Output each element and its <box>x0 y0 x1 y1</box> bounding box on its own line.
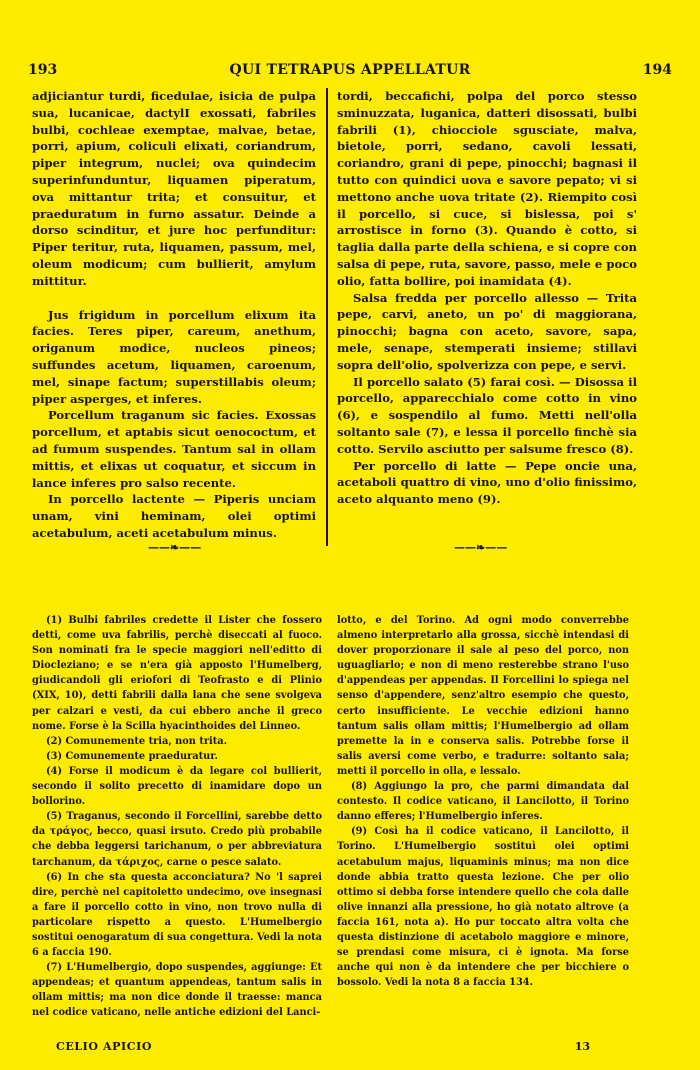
italian-text-column <box>337 88 637 508</box>
running-title: QUI TETRAPUS APPELLATUR <box>229 62 471 78</box>
latin-text-column <box>32 88 316 542</box>
latin-paragraph: adjiciantur turdi, ficedulae, isicia de pulpa sua, lucanicae, dactylI exossati, fabriles bulbi, cochleae exemptae, malvae, betae, porri, apium, coliculi elixati, coriandrum, piper integrum, nuclei; ova quindecim superinfunduntur, liquamen piperatum, ova mittantur trita; et consuitur, et praeduratum in furno assatur. Deinde a dorso scinditur, et jure hoc perfunditur: Piper teritur, ruta, liquamen, passum, mel, oleum modicum; cum bullierit, amylum mittitur. <box>32 89 316 288</box>
page-number-right: 194 <box>642 62 672 78</box>
running-header <box>28 62 672 84</box>
footnote: (9) Così ha il codice vaticano, il Lancilotto, il Torino. L'Humelbergio sostituì olei optimi acetabulum majus, liquaminis minus; ma non dice donde abbia tratto questa lezione. Che per olio ottimo si debba forse intendere quello che cola dalle olive innanzi alla pressione, ho già notato altrove (a faccia 161, nota a). Ho pur toccato altra volta che questa distinzione di acetabolo maggiore e minore, se prendasi come misura, ci è ignota. Ma forse anche qui non è da intendere che per bicchiere o bossolo. Vedi la nota 8 a faccia 134. <box>337 826 629 989</box>
footnote: (3) Comunemente praeduratur. <box>46 750 218 762</box>
page-number-left: 193 <box>28 62 58 78</box>
footnotes-left <box>32 613 322 1021</box>
footnote: (7) L'Humelbergio, dopo suspendes, aggiunge: Et appendeas; et quantum appendeas, tantum salis in ollam mittis; ma non dice donde il traesse: manca nel codice vaticano, nelle antiche edizioni del Lanci- <box>32 962 322 1019</box>
italian-paragraph: Salsa fredda per porcello allesso — Trita pepe, carvi, aneto, un po' di maggiorana, pinocchi; bagna con aceto, savore, sapa, mele, senape, stemperati insieme; stillavi sopra dell'olio, spolverizza con pepe, e servi. <box>337 290 637 372</box>
footnote: (5) Traganus, secondo il Forcellini, sarebbe detto da τράγος, becco, quasi irsuto. Credo più probabile che debba leggersi tarichanum, o per abbreviatura tarchanum, da τάριχος, carne o pesce salato. <box>32 811 322 868</box>
footnotes-right <box>337 613 629 990</box>
ornament-right: ——❧—— <box>454 541 508 554</box>
footnote: (1) Bulbi fabriles credette il Lister che fossero detti, come uva fabrilis, perchè diseccati al fuoco. Son nominati fra le specie maggiori nell'editto di Diocleziano; e se n'era già apposto l'Humelberg, giudicandoli gli eriofori di Teofrasto e di Plinio (XIX, 10), detti fabrili dalla lana che sene svolgeva per calzari e vesti, da cui ebbero anche il greco nome. Forse è la Scilla hyacinthoides del Linneo. <box>32 615 322 732</box>
signature-mark: CELIO APICIO <box>56 1040 153 1053</box>
gathering-number: 13 <box>574 1040 590 1053</box>
footnote: (2) Comunemente tria, non trita. <box>46 735 228 747</box>
column-divider <box>326 88 328 546</box>
footnote: (4) Forse il modicum è da legare col bullierit, secondo il solito precetto di inamidare dopo un bollorino. <box>32 765 322 808</box>
footnote: (8) Aggiungo la pro, che parmi dimandata dal contesto. Il codice vaticano, il Lancilotto, il Torino danno efferes; l'Humelbergio inferes. <box>337 781 629 823</box>
footnote: lotto, e del Torino. Ad ogni modo converrebbe almeno interpretarlo alla grossa, sicchè intendasi di dover proporzionare il sale al peso del porco, non uguagliarlo; e non di meno resterebbe strano l'uso d'appendeas per appendas. Il Forcellini lo spiega nel senso d'appendere, senz'altro esempio che questo, certo insufficiente. Le vecchie edizioni hanno tantum salis ollam mittis; l'Humelbergio ad ollam premette la in e conserva salis. Potrebbe forse il salis aversi come verbo, e tradurre: soltanto sala; metti il porcello in olla, e lessalo. <box>337 615 629 777</box>
italian-paragraph: Per porcello di latte — Pepe oncie una, acetaboli quattro di vino, uno d'olio finissimo, aceto alquanto meno (9). <box>337 458 637 507</box>
latin-paragraph: Jus frigidum in porcellum elixum ita facies. Teres piper, careum, anethum, origanum modice, nucleos pineos; suffundes acetum, liquamen, caroenum, mel, sinape factum; superstillabis oleum; piper asperges, et inferes. <box>32 307 316 406</box>
page-footer <box>56 1040 590 1058</box>
latin-paragraph: In porcello lactente — Piperis unciam unam, vini heminam, olei optimi acetabulum, aceti acetabulum minus. <box>32 492 316 540</box>
italian-paragraph: tordi, beccafichi, polpa del porco stesso sminuzzata, luganica, datteri disossati, bulbi fabrili (1), chiocciole sgusciate, malva, bietole, porri, sedano, cavoli lessati, coriandro, grani di pepe, pinocchi; bagnasi il tutto con quindici uova e savore pepato; vi si mettono anche uova tritate (2). Riempito così il porcello, si cuce, si bislessa, poi s' arrostisce in forno (3). Quando è cotto, si taglia dalla parte della schiena, e si copre con salsa di pepe, ruta, savore, passo, mele e poco olio, fatta bollire, poi inamidata (4). <box>337 89 637 288</box>
latin-paragraph: Porcellum traganum sic facies. Exossas porcellum, et aptabis sicut oenococtum, et ad fumum suspendes. Tantum sal in ollam mittis, et elixas ut coquatur, et siccum in lance inferes pro salso recente. <box>32 408 316 490</box>
footnote: (6) In che sta questa acconciatura? No 'l saprei dire, perchè nel capitoletto undecimo, ove insegnasi a fare il porcello cotto in vino, non trovo nulla di particolare rispetto a questo. L'Humelbergio sostitui oenogaratum di sua congettura. Vedi la nota 6 a faccia 190. <box>32 871 322 959</box>
ornament-left: ——❧—— <box>148 541 202 554</box>
italian-paragraph: Il porcello salato (5) farai così. — Disossa il porcello, apparecchialo come cotto in vino (6), e sospendilo al fumo. Metti nell'olla soltanto sale (7), e lessa il porcello finchè sia cotto. Servilo asciutto per salsume fresco (8). <box>337 374 637 456</box>
